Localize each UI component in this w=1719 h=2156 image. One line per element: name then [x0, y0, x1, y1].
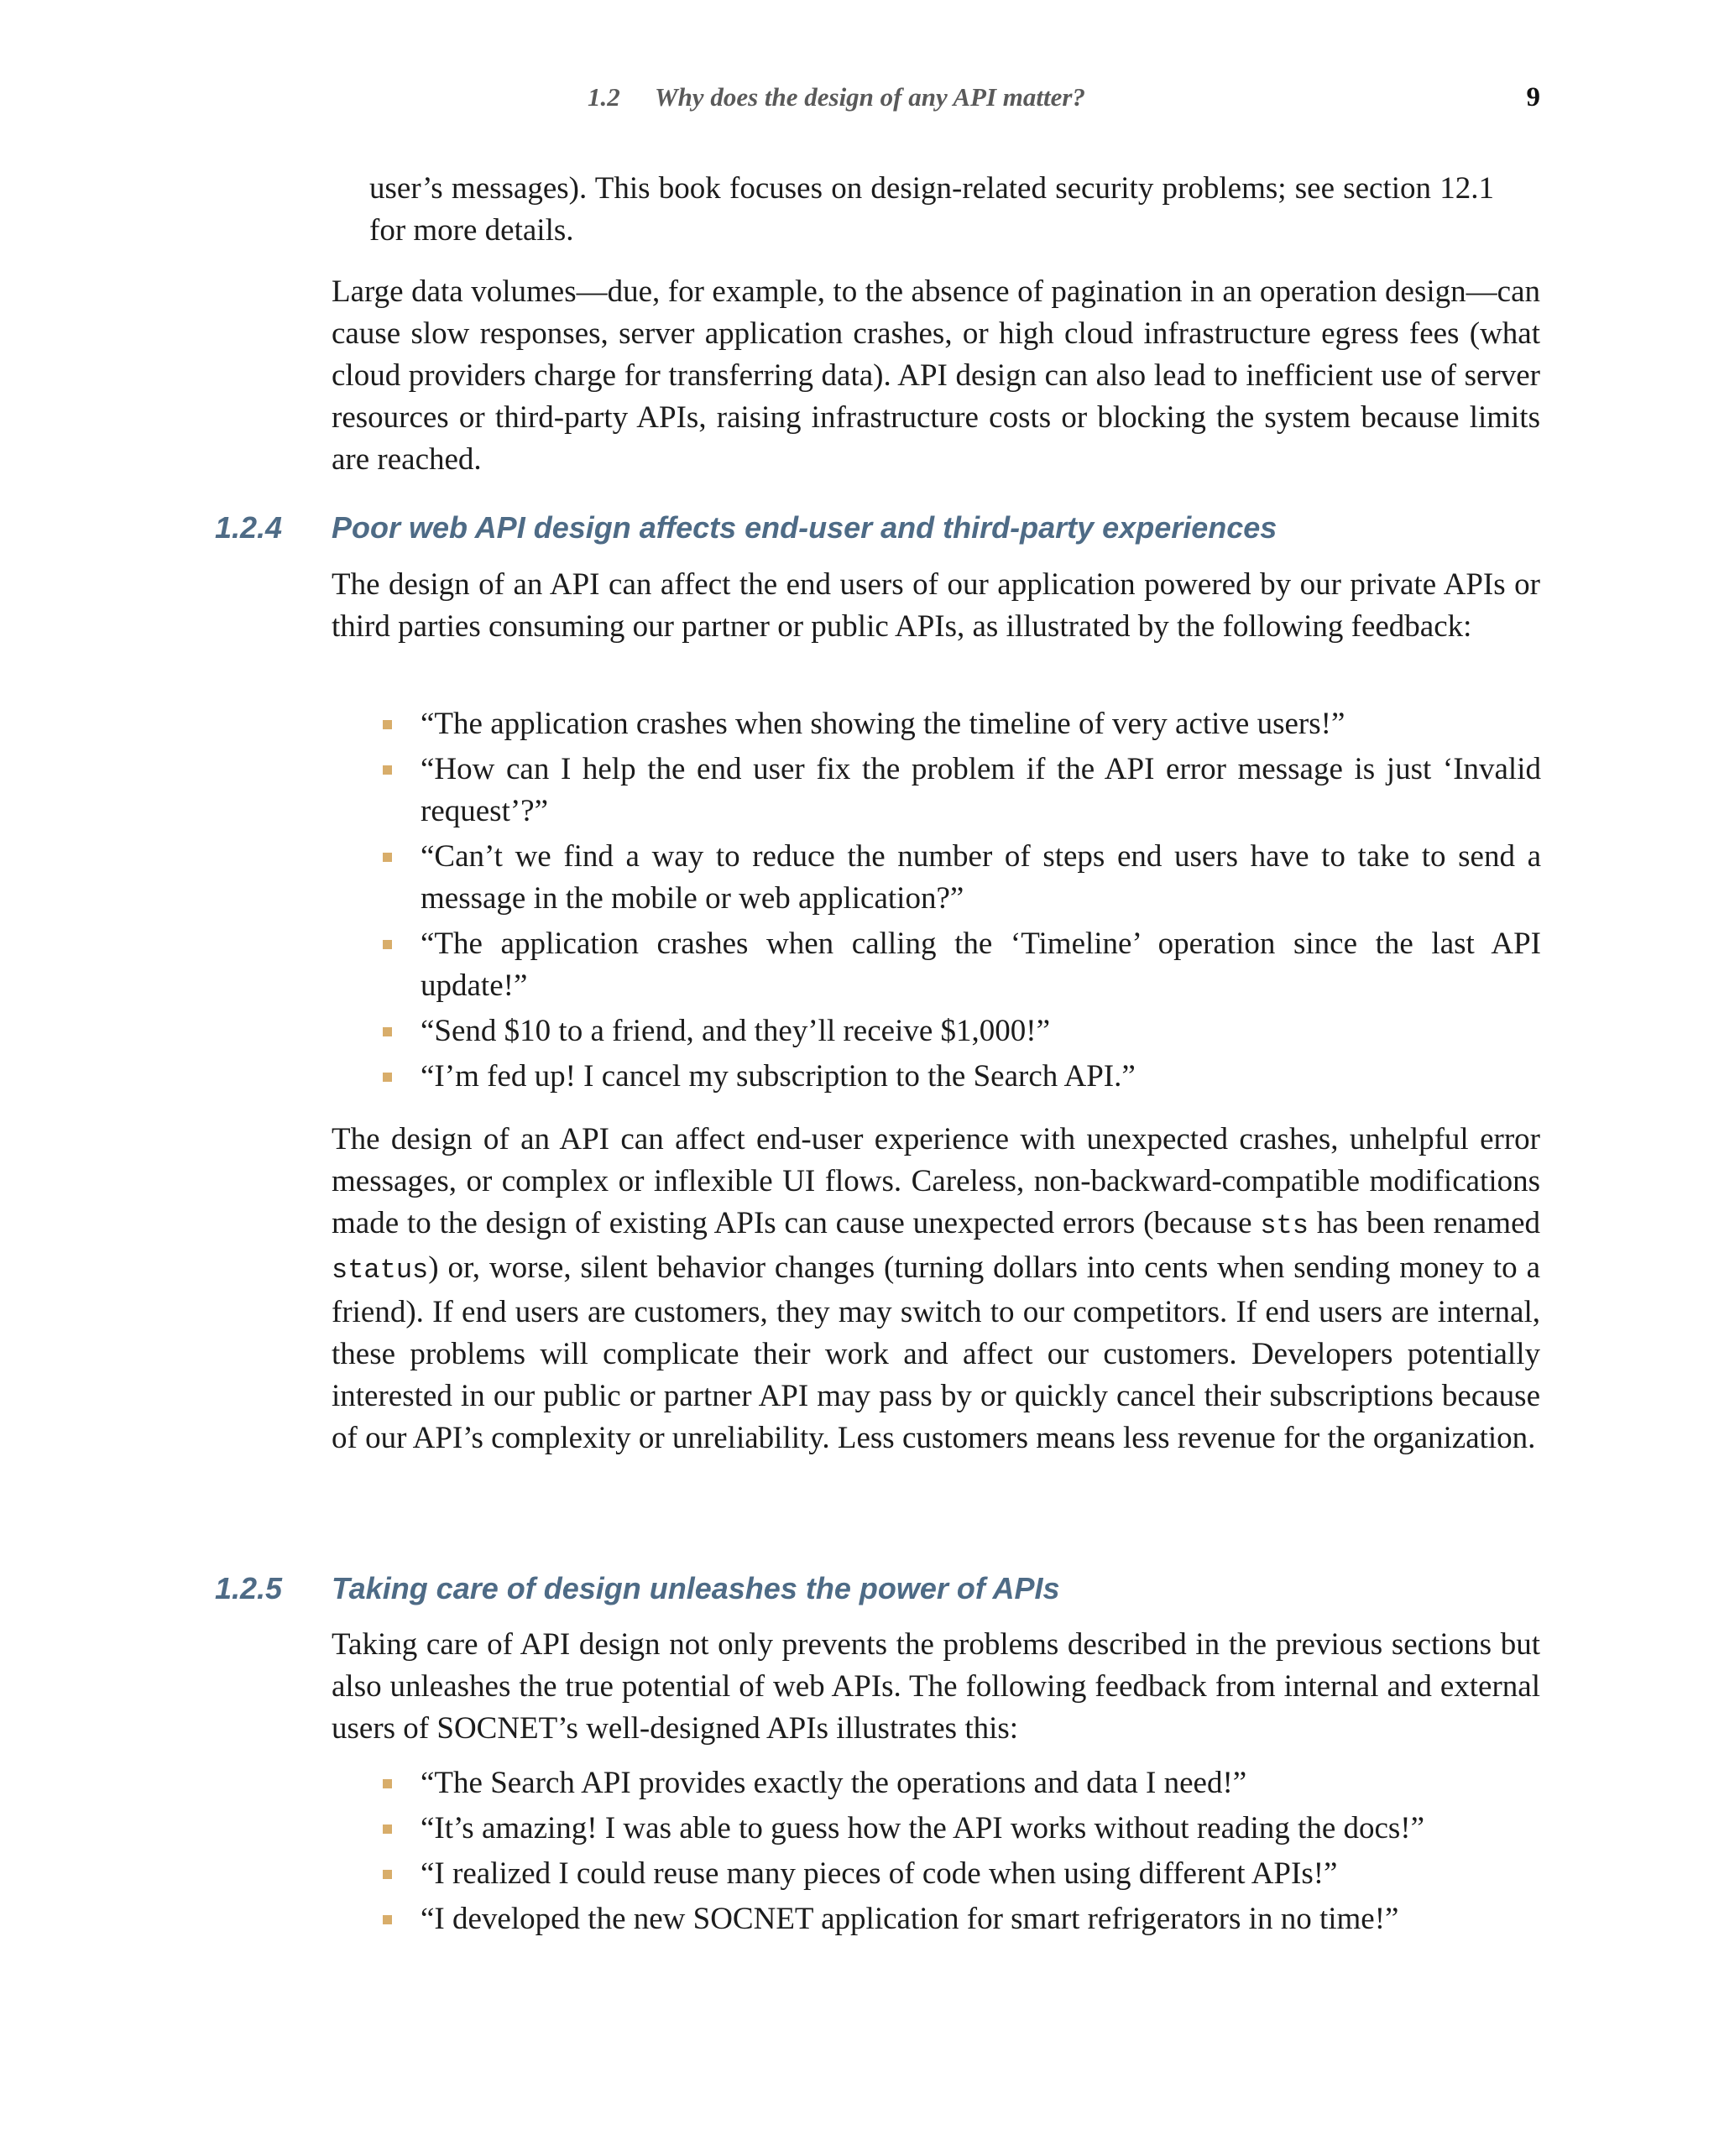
bullet-icon [383, 1870, 392, 1879]
section-1-2-4-intro: The design of an API can affect the end users of our application powered by our private APIs or third parties consuming our partner or public APIs, as illustrated by the following feedback: [332, 567, 1540, 644]
code-status: status [332, 1255, 429, 1286]
feedback-list-1-2-5 [383, 1762, 1541, 1940]
list-item [383, 923, 1541, 1007]
section-number: 1.2.4 [215, 510, 283, 545]
list-item [383, 1853, 1541, 1895]
section-1-2-5-intro: Taking care of API design not only prevents the problems described in the previous sections but also unleashes the true potential of web APIs. The following feedback from internal and external users of SOCNET’s well-designed APIs illustrates this: [332, 1627, 1540, 1746]
list-item [383, 1808, 1541, 1850]
quote-text: “I realized I could reuse many pieces of code when using different APIs!” [421, 1856, 1338, 1891]
section-number: 1.2.5 [215, 1571, 283, 1605]
bullet-icon [383, 1779, 392, 1788]
quote-text: “Send $10 to a friend, and they’ll receive $1,000!” [421, 1014, 1051, 1048]
bullet-icon [383, 1915, 392, 1924]
list-item [383, 1762, 1541, 1804]
list-item [383, 1056, 1541, 1098]
quote-text: “I developed the new SOCNET application for smart refrigerators in no time!” [421, 1902, 1399, 1936]
bullet-icon [383, 720, 392, 729]
quote-text: “The application crashes when calling the ‘Timeline’ operation since the last API update!” [421, 927, 1541, 1003]
paragraph-large-data: Large data volumes—due, for example, to the absence of pagination in an operation design—can cause slow responses, server application crashes, or high cloud infrastructure egress fees (what cloud providers charge for transferring data). API design can also lead to inefficient use of server resources or third-party APIs, raising infrastructure costs or blocking the system because limits are reached. [332, 274, 1540, 477]
running-head-section-number: 1.2 [588, 82, 620, 112]
section-title: Poor web API design affects end-user and third-party experiences [332, 510, 1277, 545]
quote-text: “How can I help the end user fix the problem if the API error message is just ‘Invalid request’?” [421, 752, 1541, 828]
quote-text: “The Search API provides exactly the operations and data I need!” [421, 1766, 1247, 1800]
bullet-icon [383, 853, 392, 862]
quote-text: “The application crashes when showing the timeline of very active users!” [421, 707, 1345, 741]
bullet-icon [383, 1027, 392, 1036]
running-head-section-title: Why does the design of any API matter? [655, 82, 1085, 112]
list-item [383, 749, 1541, 833]
quote-text: “I’m fed up! I cancel my subscription to the Search API.” [421, 1059, 1136, 1094]
bullet-icon [383, 765, 392, 775]
section-1-2-4-body: The design of an API can affect end-user experience with unexpected crashes, unhelpful error messages, or complex or inflexible UI flows. Careless, non-backward-compatible modifications made to the design of existing APIs can cause unexpected errors (because sts has been renamed status) or, worse, silent behavior changes (turning dollars into cents when sending money to a friend). If end users are customers, they may switch to our competitors. If end users are internal, these problems will complicate their work and affect our customers. Developers potentially interested in our public or partner API may pass by or quickly cancel their subscriptions because of our API’s complexity or unreliability. Less customers means less revenue for the organization. [332, 1122, 1540, 1455]
feedback-list-1-2-4 [383, 703, 1541, 1098]
bullet-icon [383, 1073, 392, 1082]
list-item [383, 836, 1541, 920]
page-number: 9 [1526, 82, 1540, 112]
code-sts: sts [1260, 1210, 1309, 1241]
bullet-icon [383, 940, 392, 949]
list-item [383, 703, 1541, 745]
list-item [383, 1898, 1541, 1940]
list-item [383, 1010, 1541, 1052]
section-title: Taking care of design unleashes the power of APIs [332, 1571, 1060, 1605]
quote-text: “Can’t we find a way to reduce the number of steps end users have to take to send a message in the mobile or web application?” [421, 839, 1541, 916]
quote-text: “It’s amazing! I was able to guess how the API works without reading the docs!” [421, 1811, 1425, 1845]
continuation-paragraph: user’s messages). This book focuses on design-related security problems; see section 12.1 for more details. [369, 171, 1494, 248]
running-head [0, 82, 1719, 116]
bullet-icon [383, 1825, 392, 1834]
